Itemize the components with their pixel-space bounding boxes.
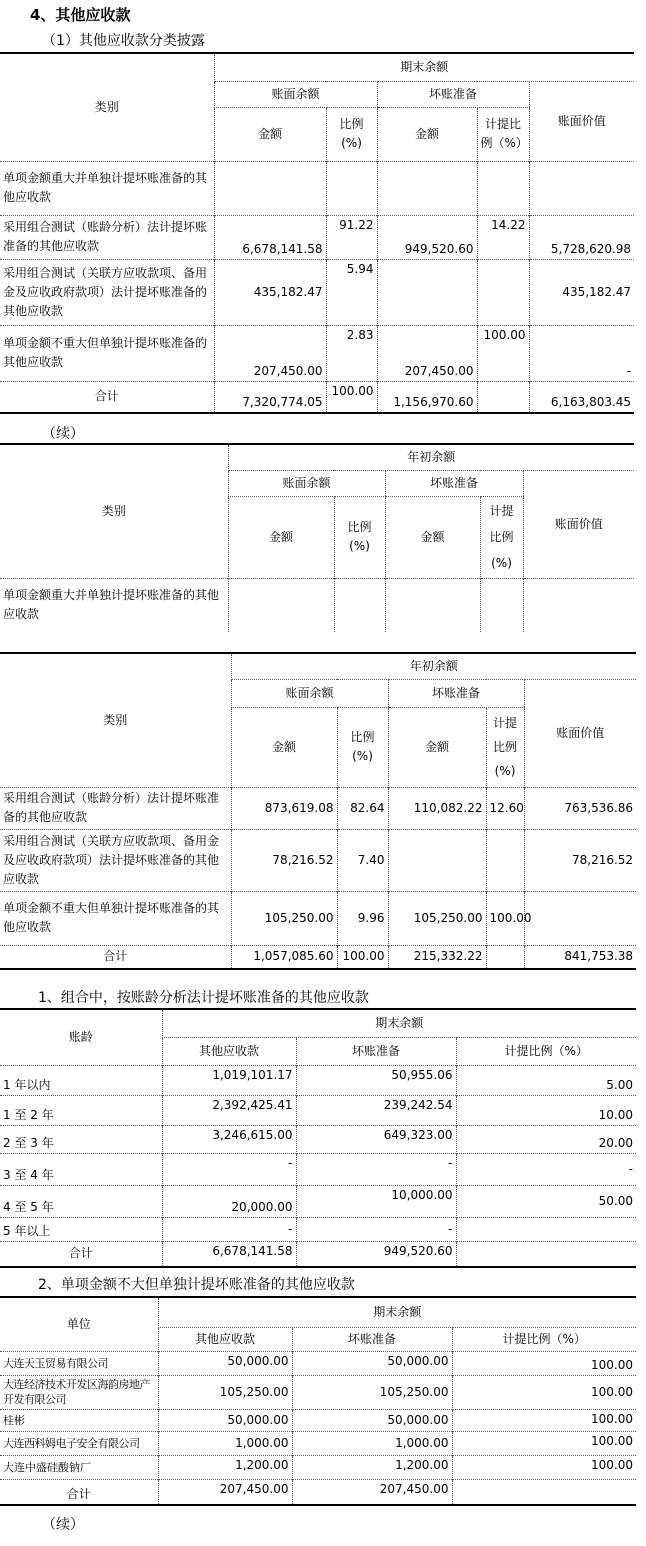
- group-header: 期末余额: [158, 1297, 636, 1327]
- book-balance-header: 账面余额: [228, 470, 385, 496]
- category-header: 类别: [103, 712, 128, 727]
- table-row: 2 至 3 年 3,246,615.00 649,323.00 20.00: [0, 1125, 636, 1153]
- opening-balance-table-part2: [0, 652, 636, 970]
- table-row: 单项金额不重大但单独计提坏账准备的其他应收款 207,450.00 2.83 207,450.00 100.00 -: [0, 325, 634, 381]
- bad-debt-header: 坏账准备: [385, 470, 523, 496]
- table-row: 桂彬 50,000.00 50,000.00 100.00: [0, 1409, 636, 1431]
- total-row: 合计 7,320,774.05 100.00 1,156,970.60 6,163,803.45: [0, 381, 634, 413]
- table-row: 4 至 5 年 20,000.00 10,000.00 50.00: [0, 1185, 636, 1217]
- bad-debt-header: 坏账准备: [388, 679, 524, 707]
- amount-header: 金额: [377, 107, 477, 161]
- category-header: 类别: [101, 503, 126, 518]
- amount-header: 金额: [228, 496, 334, 578]
- bad-debt-header: 坏账准备: [292, 1327, 452, 1351]
- unit-header: 单位: [66, 1316, 91, 1331]
- aging-header: 账龄: [68, 1029, 93, 1044]
- bad-debt-header: 坏账准备: [377, 81, 529, 107]
- provision-ratio-header: 计提比例（%）: [452, 1327, 636, 1351]
- provision-ratio-header: 计提比例（%）: [456, 1037, 636, 1065]
- table-row: 单项金额重大并单独计提坏账准备的其他应收款: [0, 578, 634, 632]
- continued-label: （续）: [42, 1517, 84, 1533]
- aging-table: [0, 1008, 636, 1268]
- amount-header: 金额: [385, 496, 480, 578]
- bad-debt-header: 坏账准备: [296, 1037, 456, 1065]
- table-row: 采用组合测试（账龄分析）法计提坏账准备的其他应收款 6,678,141.58 91.22 949,520.60 14.22 5,728,620.98: [0, 215, 634, 259]
- table-row: 采用组合测试（关联方应收款项、备用金及应收政府款项）法计提坏账准备的其他应收款 435,182.47 5.94 435,182.47: [0, 259, 634, 325]
- ratio-header: 比例 (%): [334, 496, 385, 578]
- closing-balance-table: [0, 52, 634, 414]
- table-row: 3 至 4 年 - - -: [0, 1153, 636, 1185]
- subsection-title: （1）其他应收款分类披露: [42, 33, 205, 49]
- opening-balance-table-part1: [0, 443, 634, 632]
- book-value-header: 账面价值: [524, 679, 636, 787]
- provision-ratio-header: 计提 比例 (%): [480, 496, 523, 578]
- table-row: 5 年以上 - -: [0, 1217, 636, 1241]
- subsection-title: 1、组合中，按账龄分析法计提坏账准备的其他应收款: [38, 990, 369, 1006]
- group-header: 期末余额: [162, 1009, 636, 1037]
- table-row: 大连西科姆电子安全有限公司 1,000.00 1,000.00 100.00: [0, 1431, 636, 1455]
- table-row: 大连中盛硅酸钠厂 1,200.00 1,200.00 100.00: [0, 1455, 636, 1479]
- provision-ratio-header: 计提比 例（%）: [477, 107, 529, 161]
- table-row: 大连天玉贸易有限公司 50,000.00 50,000.00 100.00: [0, 1351, 636, 1375]
- individual-receivables-table: [0, 1296, 636, 1506]
- provision-ratio-header: 计提 比例 (%): [486, 707, 524, 787]
- table-row: 单项金额重大并单独计提坏账准备的其他应收款: [0, 161, 634, 215]
- total-row: 合计 1,057,085.60 100.00 215,332.22 841,753.38: [0, 945, 636, 969]
- table-row: 1 至 2 年 2,392,425.41 239,242.54 10.00: [0, 1095, 636, 1125]
- ratio-header: 比例 (%): [326, 107, 377, 161]
- book-balance-header: 账面余额: [231, 679, 388, 707]
- amount-header: 金额: [214, 107, 326, 161]
- amount-header: 金额: [388, 707, 486, 787]
- table-row: 1 年以内 1,019,101.17 50,955.06 5.00: [0, 1065, 636, 1095]
- table-row: 采用组合测试（账龄分析）法计提坏账准备的其他应收款 873,619.08 82.64 110,082.22 12.60 763,536.86: [0, 787, 636, 829]
- group-header: 期末余额: [214, 53, 634, 81]
- book-value-header: 账面价值: [523, 470, 634, 578]
- book-value-header: 账面价值: [529, 81, 634, 161]
- total-row: 合计 207,450.00 207,450.00: [0, 1479, 636, 1505]
- receivable-header: 其他应收款: [158, 1327, 292, 1351]
- table-row: 大连经济技术开发区海韵房地产开发有限公司 105,250.00 105,250.00 100.00: [0, 1375, 636, 1409]
- group-header: 年初余额: [228, 444, 634, 470]
- table-row: 采用组合测试（关联方应收款项、备用金及应收政府款项）法计提坏账准备的其他应收款 78,216.52 7.40 78,216.52: [0, 829, 636, 891]
- section-heading: 4、其他应收款: [30, 6, 131, 24]
- table-row: 单项金额不重大但单独计提坏账准备的其他应收款 105,250.00 9.96 105,250.00 100.00: [0, 891, 636, 945]
- ratio-header: 比例 (%): [337, 707, 388, 787]
- group-header: 年初余额: [231, 653, 636, 679]
- receivable-header: 其他应收款: [162, 1037, 296, 1065]
- continued-label: （续）: [42, 426, 84, 442]
- subsection-title: 2、单项金额不大但单独计提坏账准备的其他应收款: [38, 1277, 355, 1293]
- book-balance-header: 账面余额: [214, 81, 377, 107]
- category-header: 类别: [94, 99, 119, 114]
- amount-header: 金额: [231, 707, 337, 787]
- total-row: 合计 6,678,141.58 949,520.60: [0, 1241, 636, 1267]
